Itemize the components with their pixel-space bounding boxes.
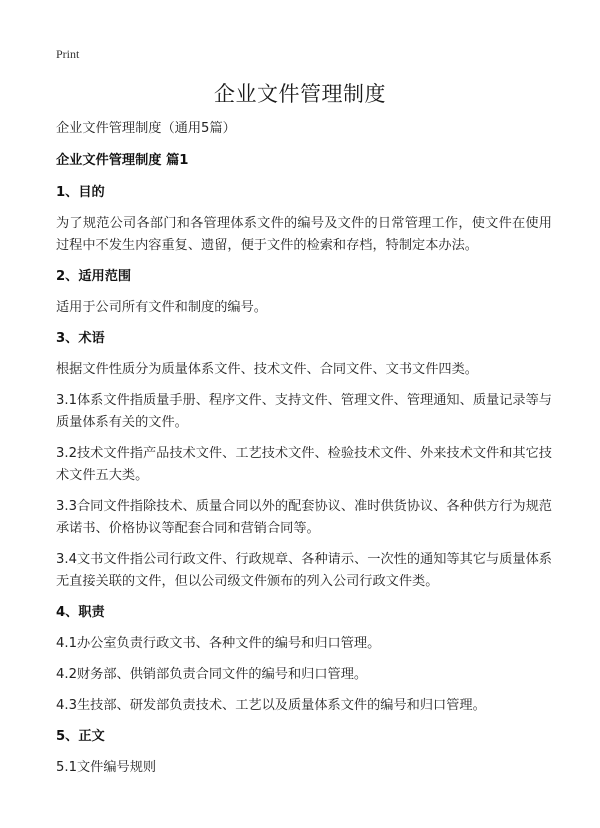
document-subtitle: 企业文件管理制度（通用5篇） [56, 121, 236, 136]
clause-4-1: 4.1办公室负责行政文书、各种文件的编号和归口管理。 [56, 636, 381, 651]
document-body [56, 118, 552, 788]
print-label: Print [56, 47, 80, 61]
clause-5-1: 5.1文件编号规则 [56, 760, 157, 775]
clause-4-3: 4.3生技部、研发部负责技术、工艺以及质量体系文件的编号和归口管理。 [56, 698, 486, 713]
article-title: 企业文件管理制度 篇1 [56, 153, 189, 168]
section-heading-terms: 3、术语 [56, 331, 105, 346]
clause-3-2: 3.2技术文件指产品技术文件、工艺技术文件、检验技术文件、外来技术文件和其它技术文件五大类。 [56, 446, 552, 483]
section-text-purpose: 为了规范公司各部门和各管理体系文件的编号及文件的日常管理工作，使文件在使用过程中不发生内容重复、遗留，便于文件的检索和存档，特制定本办法。 [56, 216, 552, 253]
section-text-scope: 适用于公司所有文件和制度的编号。 [56, 300, 267, 315]
clause-3-4: 3.4文书文件指公司行政文件、行政规章、各种请示、一次性的通知等其它与质量体系无直接关联的文件，但以公司级文件颁布的列入公司行政文件类。 [56, 552, 552, 589]
clause-3-1: 3.1体系文件指质量手册、程序文件、支持文件、管理文件、管理通知、质量记录等与质量体系有关的文件。 [56, 393, 552, 430]
section-heading-main-text: 5、正文 [56, 729, 105, 744]
section-text-terms: 根据文件性质分为质量体系文件、技术文件、合同文件、文书文件四类。 [56, 362, 478, 377]
document-title: 企业文件管理制度 [214, 82, 386, 106]
section-heading-scope: 2、适用范围 [56, 269, 132, 284]
clause-4-2: 4.2财务部、供销部负责合同文件的编号和归口管理。 [56, 667, 368, 682]
section-heading-duties: 4、职责 [56, 605, 105, 620]
clause-3-3: 3.3合同文件指除技术、质量合同以外的配套协议、准时供货协议、各种供方行为规范承诺书、价格协议等配套合同和营销合同等。 [56, 499, 552, 536]
section-heading-purpose: 1、目的 [56, 185, 105, 200]
